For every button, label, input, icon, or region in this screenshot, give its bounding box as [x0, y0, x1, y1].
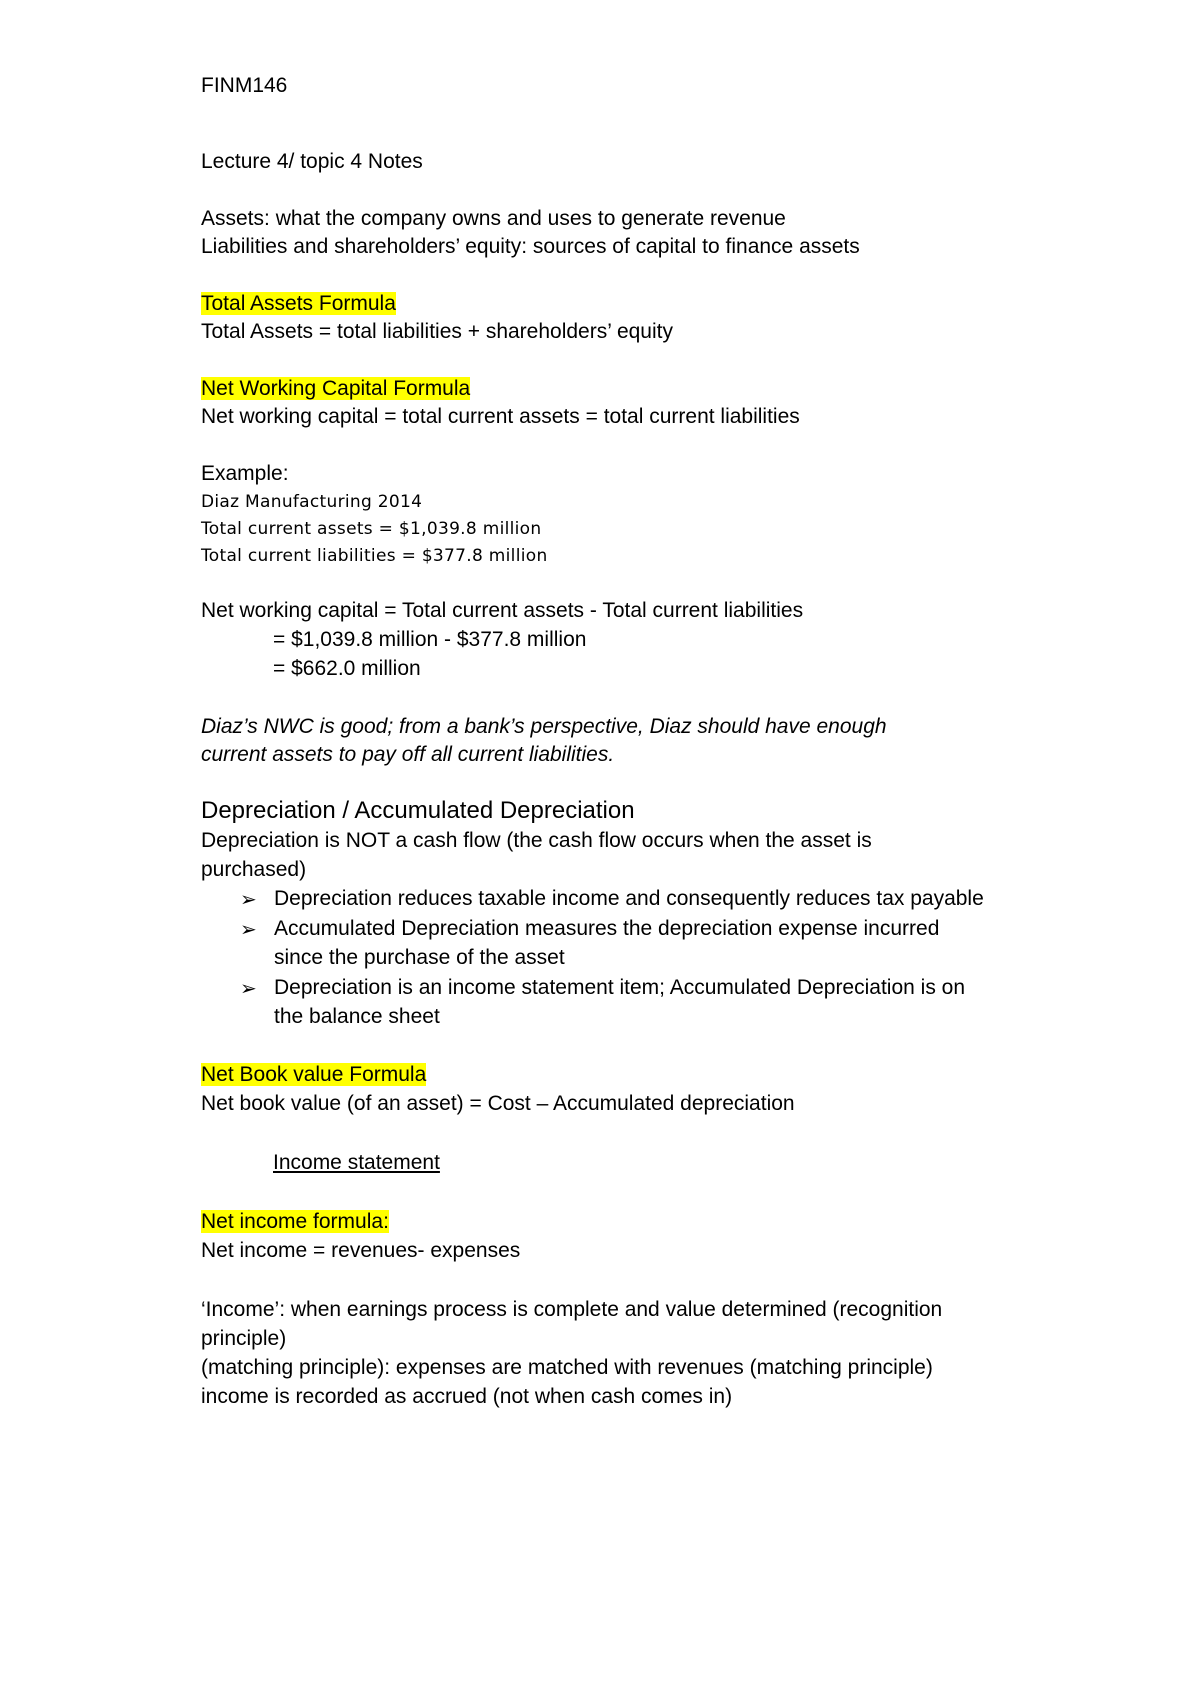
bullet-2-text-line-2: since the purchase of the asset: [274, 946, 565, 969]
bullet-3-text-line-2: the balance sheet: [274, 1005, 440, 1028]
nbv-formula: Net book value (of an asset) = Cost – Accumulated depreciation: [201, 1092, 795, 1115]
net-income-formula: Net income = revenues- expenses: [201, 1239, 521, 1262]
bullet-1-text: Depreciation reduces taxable income and consequently reduces tax payable: [274, 887, 984, 910]
depreciation-heading: Depreciation / Accumulated Depreciation: [201, 797, 635, 824]
net-income-heading: [201, 1208, 389, 1236]
nwc-calc-line-2: = $1,039.8 million - $377.8 million: [273, 628, 587, 651]
arrow-bullet-icon: ➢: [240, 976, 257, 1000]
total-assets-heading: [201, 290, 396, 318]
lecture-title: Lecture 4/ topic 4 Notes: [201, 150, 423, 173]
arrow-bullet-icon: ➢: [240, 917, 257, 941]
nwc-calc-line-3: = $662.0 million: [273, 657, 421, 680]
highlight: Net Book value Formula: [201, 1063, 427, 1086]
total-assets-formula: Total Assets = total liabilities + shareholders’ equity: [201, 320, 673, 343]
nwc-comment-line-1: Diaz’s NWC is good; from a bank’s perspective, Diaz should have enough: [201, 715, 887, 738]
income-statement-heading: Income statement: [273, 1151, 440, 1174]
liabilities-definition: Liabilities and shareholders’ equity: sources of capital to finance assets: [201, 235, 860, 258]
nwc-calc-line-1: Net working capital = Total current assets - Total current liabilities: [201, 599, 804, 622]
highlight: Total Assets Formula: [201, 292, 396, 315]
income-recognition-line-3: (matching principle): expenses are matched with revenues (matching principle): [201, 1356, 933, 1379]
highlight: Net income formula:: [201, 1210, 389, 1233]
income-recognition-line-4: income is recorded as accrued (not when cash comes in): [201, 1385, 733, 1408]
income-recognition-line-1: ‘Income’: when earnings process is complete and value determined (recognition: [201, 1298, 943, 1321]
example-total-current-assets: Total current assets = $1,039.8 million: [201, 519, 542, 539]
depreciation-intro-line-2: purchased): [201, 858, 307, 881]
highlight: Net Working Capital Formula: [201, 377, 471, 400]
income-recognition-line-2: principle): [201, 1327, 287, 1350]
bullet-3-text-line-1: Depreciation is an income statement item; Accumulated Depreciation is on: [274, 976, 966, 999]
nwc-formula: Net working capital = total current assets = total current liabilities: [201, 405, 800, 428]
assets-definition: Assets: what the company owns and uses to generate revenue: [201, 207, 786, 230]
depreciation-intro-line-1: Depreciation is NOT a cash flow (the cash flow occurs when the asset is: [201, 829, 872, 852]
bullet-2-text-line-1: Accumulated Depreciation measures the depreciation expense incurred: [274, 917, 940, 940]
arrow-bullet-icon: ➢: [240, 887, 257, 911]
nwc-comment-line-2: current assets to pay off all current liabilities.: [201, 743, 615, 766]
course-code: FINM146: [201, 74, 288, 97]
nbv-heading: [201, 1061, 426, 1089]
example-company: Diaz Manufacturing 2014: [201, 492, 423, 512]
nwc-heading: [201, 375, 470, 403]
example-label: Example:: [201, 462, 289, 485]
example-total-current-liabilities: Total current liabilities = $377.8 million: [201, 546, 548, 566]
